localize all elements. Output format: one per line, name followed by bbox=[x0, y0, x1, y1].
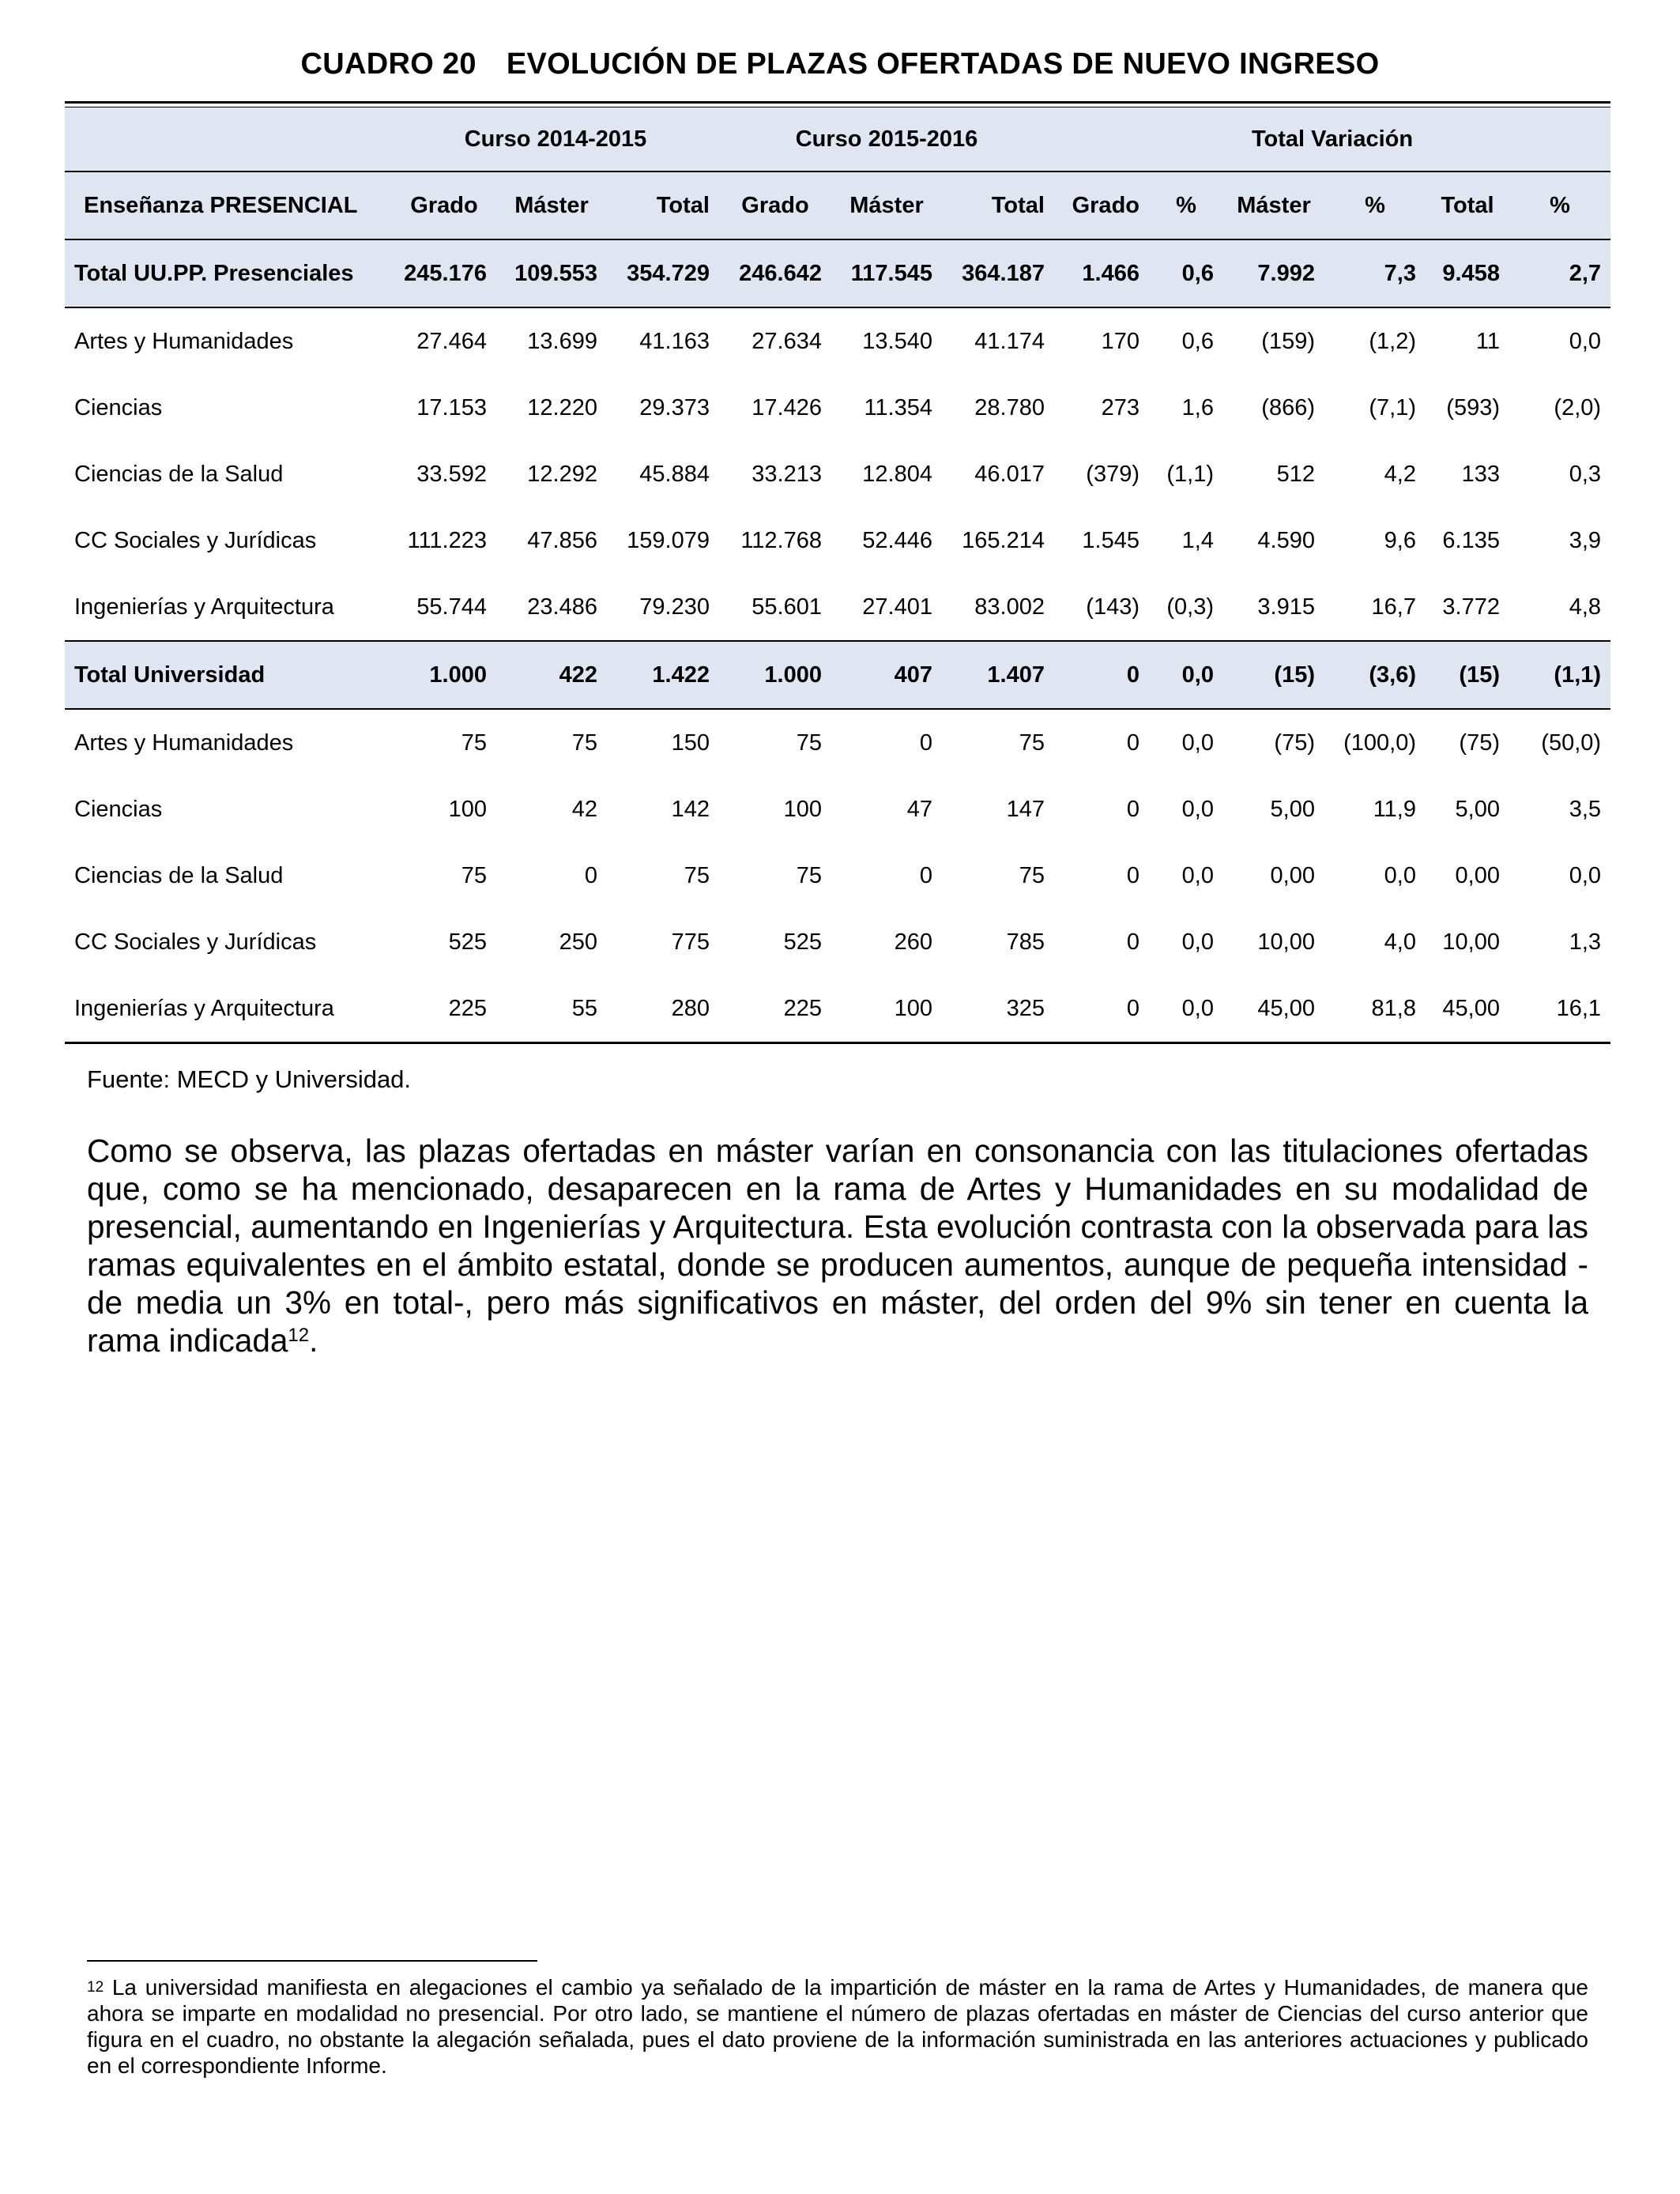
table-cell: 10,00 bbox=[1257, 929, 1315, 955]
row-label: Artes y Humanidades bbox=[74, 328, 294, 354]
table-cell: 2,7 bbox=[1509, 239, 1610, 307]
table-cell: 0 bbox=[1126, 862, 1139, 888]
table-cell: 1.422 bbox=[607, 641, 719, 709]
table-cell: 12.292 bbox=[527, 461, 597, 487]
table-cell: 45.884 bbox=[639, 461, 710, 487]
table-cell: (379) bbox=[1086, 461, 1139, 487]
table-cell: 0,0 bbox=[1569, 328, 1602, 354]
table-cell: 117.545 bbox=[831, 239, 942, 307]
footnote-text: La universidad manifiesta en alegaciones el cambio ya señalado de la impartición de máster en la rama de Artes y Humanidades, de manera que ahora se imparte en modalidad no presencial. Por otro lado, se mantiene el número de plazas ofertadas en máster de Ciencias del curso anterior que figura en el cuadro, no obstante la alegación señalada, pues el dato proviene de la información suministrada en las anteriores actuaciones y publicado en el correspondiente Informe. bbox=[87, 1975, 1588, 2078]
table-cell: 0,0 bbox=[1181, 929, 1214, 955]
table-cell: 45,00 bbox=[1426, 975, 1509, 1043]
table-cell: (7,1) bbox=[1369, 394, 1416, 420]
row-header-label: Enseñanza PRESENCIAL bbox=[65, 172, 392, 239]
table-cell: (0,3) bbox=[1166, 594, 1214, 620]
table-cell: 100 bbox=[448, 796, 487, 822]
table-cell: 142 bbox=[671, 796, 710, 822]
column-header: Grado bbox=[392, 172, 496, 239]
table-cell: (75) bbox=[1274, 729, 1315, 756]
table-cell: 273 bbox=[1101, 394, 1139, 420]
row-label: Ciencias de la Salud bbox=[74, 461, 284, 487]
table-cell: 6.135 bbox=[1442, 527, 1500, 553]
table-cell: 785 bbox=[1006, 929, 1045, 955]
footnote-number: 12 bbox=[87, 1979, 104, 1996]
column-header: % bbox=[1509, 172, 1610, 239]
table-row bbox=[65, 776, 1610, 843]
table-cell: 159.079 bbox=[627, 527, 710, 553]
table-cell: 9.458 bbox=[1426, 239, 1509, 307]
table-cell: 27.401 bbox=[862, 594, 932, 620]
table-cell: 354.729 bbox=[607, 239, 719, 307]
table-cell: 170 bbox=[1101, 328, 1139, 354]
column-header-row bbox=[65, 172, 1610, 239]
table-cell: 1.466 bbox=[1054, 239, 1149, 307]
row-label: Total Universidad bbox=[65, 641, 392, 709]
table-cell: 17.153 bbox=[416, 394, 487, 420]
table-cell: 12.220 bbox=[527, 394, 597, 420]
table-row bbox=[65, 375, 1610, 441]
table-cell: 11.354 bbox=[864, 394, 932, 420]
table-cell: (15) bbox=[1223, 641, 1324, 709]
table-cell: 75 bbox=[684, 862, 710, 888]
table-cell: (100,0) bbox=[1343, 729, 1416, 756]
table-cell: 109.553 bbox=[496, 239, 607, 307]
table-cell: 41.174 bbox=[974, 328, 1045, 354]
table-cell: 0,6 bbox=[1181, 328, 1214, 354]
group-header: Curso 2014-2015 bbox=[392, 107, 719, 172]
table-cell: 12.804 bbox=[862, 461, 932, 487]
table-cell: 0 bbox=[1054, 975, 1149, 1043]
table-cell: 52.446 bbox=[862, 527, 932, 553]
table-cell: 29.373 bbox=[639, 394, 710, 420]
table-cell: 13.540 bbox=[862, 328, 932, 354]
column-header: % bbox=[1149, 172, 1223, 239]
table-cell: 0 bbox=[919, 862, 932, 888]
table-row bbox=[65, 709, 1610, 776]
table-cell: 512 bbox=[1276, 461, 1315, 487]
table-cell: 46.017 bbox=[974, 461, 1045, 487]
column-header: Grado bbox=[1054, 172, 1149, 239]
table-cell: 33.592 bbox=[416, 461, 487, 487]
group-header: Total Variación bbox=[1054, 107, 1610, 172]
table-cell: 0,0 bbox=[1181, 796, 1214, 822]
table-cell: 1.407 bbox=[942, 641, 1054, 709]
table-cell: 225 bbox=[719, 975, 831, 1043]
table-cell: 100 bbox=[831, 975, 942, 1043]
table-cell: (593) bbox=[1446, 394, 1500, 420]
table-cell: 41.163 bbox=[639, 328, 710, 354]
table-cell: 47 bbox=[906, 796, 932, 822]
table-cell: 1,3 bbox=[1569, 929, 1602, 955]
table-top-rule bbox=[65, 101, 1610, 107]
table-cell: 27.634 bbox=[751, 328, 822, 354]
table-cell: 100 bbox=[783, 796, 822, 822]
column-header: Máster bbox=[1223, 172, 1324, 239]
table-cell: 250 bbox=[559, 929, 597, 955]
table-cell: 5,00 bbox=[1455, 796, 1500, 822]
table-cell: 0 bbox=[1126, 729, 1139, 756]
table-cell: 246.642 bbox=[719, 239, 831, 307]
table-cell: (1,2) bbox=[1369, 328, 1416, 354]
table-cell: 0,0 bbox=[1149, 975, 1223, 1043]
table-cell: 75 bbox=[796, 862, 822, 888]
table-cell: 33.213 bbox=[751, 461, 822, 487]
table-cell: 75 bbox=[461, 862, 487, 888]
footnote-separator bbox=[87, 1960, 537, 1962]
table-cell: (3,6) bbox=[1324, 641, 1426, 709]
table-cell: 42 bbox=[571, 796, 597, 822]
table-cell: 0 bbox=[919, 729, 932, 756]
table-cell: 0 bbox=[584, 862, 597, 888]
table-cell: 3,9 bbox=[1569, 527, 1602, 553]
table-cell: 0,0 bbox=[1384, 862, 1416, 888]
table-cell: 75 bbox=[461, 729, 487, 756]
table-cell: 1.000 bbox=[719, 641, 831, 709]
table-total-row bbox=[65, 239, 1610, 307]
table-cell: (159) bbox=[1261, 328, 1315, 354]
table-cell: 3.915 bbox=[1257, 594, 1315, 620]
table-cell: 0,00 bbox=[1455, 862, 1500, 888]
table-cell: 150 bbox=[671, 729, 710, 756]
table-cell: 4,2 bbox=[1384, 461, 1416, 487]
table-cell: 55.601 bbox=[751, 594, 822, 620]
group-header-row bbox=[65, 107, 1610, 172]
column-header: Máster bbox=[496, 172, 607, 239]
table-row bbox=[65, 441, 1610, 507]
table-cell: 23.486 bbox=[527, 594, 597, 620]
footnote-ref: 12 bbox=[288, 1325, 310, 1346]
table-cell: 47.856 bbox=[527, 527, 597, 553]
table-row bbox=[65, 843, 1610, 909]
table-cell: 11 bbox=[1475, 328, 1500, 354]
table-cell: 0 bbox=[1126, 929, 1139, 955]
column-header: % bbox=[1324, 172, 1426, 239]
body-paragraph bbox=[87, 1132, 1588, 1359]
table-cell: (75) bbox=[1459, 729, 1500, 756]
row-label: Ciencias bbox=[74, 796, 163, 822]
table-cell: 27.464 bbox=[416, 328, 487, 354]
row-label: Artes y Humanidades bbox=[74, 729, 294, 756]
table-cell: 1.545 bbox=[1082, 527, 1139, 553]
table-cell: (1,1) bbox=[1509, 641, 1610, 709]
table-cell: 16,1 bbox=[1509, 975, 1610, 1043]
table-cell: 245.176 bbox=[392, 239, 496, 307]
table-cell: 775 bbox=[671, 929, 710, 955]
source-note: Fuente: MECD y Universidad. bbox=[87, 1065, 412, 1093]
row-label: Total UU.PP. Presenciales bbox=[65, 239, 392, 307]
table-title bbox=[0, 47, 1680, 81]
table-cell: 1.000 bbox=[392, 641, 496, 709]
table-cell: 7,3 bbox=[1324, 239, 1426, 307]
table-cell: (50,0) bbox=[1541, 729, 1602, 756]
table-cell: 525 bbox=[448, 929, 487, 955]
table-cell: 16,7 bbox=[1371, 594, 1416, 620]
table-cell: 11,9 bbox=[1373, 796, 1416, 822]
table-cell: 260 bbox=[894, 929, 932, 955]
table-cell: (143) bbox=[1086, 594, 1139, 620]
row-label: Ingenierías y Arquitectura bbox=[74, 594, 334, 620]
table-cell: 1,4 bbox=[1181, 527, 1214, 553]
table-row bbox=[65, 909, 1610, 975]
table-cell: 75 bbox=[796, 729, 822, 756]
table-row bbox=[65, 574, 1610, 641]
table-total-row bbox=[65, 641, 1610, 709]
column-header: Total bbox=[607, 172, 719, 239]
group-header: Curso 2015-2016 bbox=[719, 107, 1054, 172]
row-label: CC Sociales y Jurídicas bbox=[74, 527, 317, 553]
table-cell: 9,6 bbox=[1384, 527, 1416, 553]
column-header: Máster bbox=[831, 172, 942, 239]
row-label: Ingenierías y Arquitectura bbox=[65, 975, 392, 1043]
table-number: CUADRO 20 bbox=[300, 47, 477, 81]
table-cell: 4,8 bbox=[1569, 594, 1602, 620]
row-label: Ciencias bbox=[74, 394, 163, 420]
table-row bbox=[65, 507, 1610, 574]
table-cell: (866) bbox=[1261, 394, 1315, 420]
table-cell: 28.780 bbox=[974, 394, 1045, 420]
column-header: Grado bbox=[719, 172, 831, 239]
table-cell: 0 bbox=[1054, 641, 1149, 709]
table-cell: 225 bbox=[392, 975, 496, 1043]
table-cell: 4.590 bbox=[1257, 527, 1315, 553]
table-cell: 111.223 bbox=[407, 527, 487, 553]
table-cell: 0,0 bbox=[1569, 862, 1602, 888]
table-body bbox=[65, 239, 1610, 1043]
paragraph-text: Como se observa, las plazas ofertadas en máster varían en consonancia con las titulaciones ofertadas que, como se ha mencionado, desaparecen en la rama de Artes y Humanidades en su modalidad de presencial, aumentando en Ingenierías y Arquitectura. Esta evolución contrasta con la observada para las ramas equivalentes en el ámbito estatal, donde se producen aumentos, aunque de pequeña intensidad -de media un 3% en total-, pero más significativos en máster, del orden del 9% sin tener en cuenta la rama indicada bbox=[87, 1133, 1588, 1359]
table-cell: 75 bbox=[1019, 729, 1045, 756]
table-cell: 5,00 bbox=[1270, 796, 1315, 822]
data-table-container bbox=[65, 101, 1610, 1044]
table-cell: 55 bbox=[496, 975, 607, 1043]
table-cell: 79.230 bbox=[639, 594, 710, 620]
table-cell: 133 bbox=[1461, 461, 1500, 487]
table-cell: 3,5 bbox=[1569, 796, 1602, 822]
table-cell: 55.744 bbox=[416, 594, 487, 620]
table-cell: 13.699 bbox=[527, 328, 597, 354]
table-cell: 0,6 bbox=[1149, 239, 1223, 307]
plazas-table bbox=[65, 107, 1610, 1044]
table-cell: 45,00 bbox=[1223, 975, 1324, 1043]
table-cell: 0,0 bbox=[1181, 729, 1214, 756]
table-cell: 17.426 bbox=[751, 394, 822, 420]
table-row bbox=[65, 307, 1610, 375]
table-cell: (2,0) bbox=[1554, 394, 1602, 420]
table-cell: 112.768 bbox=[740, 527, 822, 553]
table-cell: 4,0 bbox=[1384, 929, 1416, 955]
table-cell: 525 bbox=[783, 929, 822, 955]
table-cell: 75 bbox=[571, 729, 597, 756]
paragraph-end: . bbox=[309, 1322, 318, 1359]
row-label: CC Sociales y Jurídicas bbox=[74, 929, 317, 955]
table-cell: 81,8 bbox=[1324, 975, 1426, 1043]
column-header: Total bbox=[1426, 172, 1509, 239]
table-cell: 7.992 bbox=[1223, 239, 1324, 307]
table-cell: 364.187 bbox=[942, 239, 1054, 307]
table-cell: 0,0 bbox=[1149, 641, 1223, 709]
table-cell: 75 bbox=[1019, 862, 1045, 888]
table-cell: 0,3 bbox=[1569, 461, 1602, 487]
table-cell: 0,00 bbox=[1270, 862, 1315, 888]
table-cell: 280 bbox=[607, 975, 719, 1043]
table-cell: (15) bbox=[1426, 641, 1509, 709]
table-row bbox=[65, 975, 1610, 1043]
footnote bbox=[87, 1974, 1588, 2079]
row-label: Ciencias de la Salud bbox=[74, 862, 284, 888]
table-cell: 325 bbox=[942, 975, 1054, 1043]
table-title-text: EVOLUCIÓN DE PLAZAS OFERTADAS DE NUEVO INGRESO bbox=[506, 47, 1380, 81]
table-cell: 1,6 bbox=[1181, 394, 1214, 420]
table-cell: 10,00 bbox=[1442, 929, 1500, 955]
table-cell: 407 bbox=[831, 641, 942, 709]
table-cell: 165.214 bbox=[962, 527, 1045, 553]
table-cell: 0,0 bbox=[1181, 862, 1214, 888]
table-cell: (1,1) bbox=[1166, 461, 1214, 487]
table-cell: 3.772 bbox=[1442, 594, 1500, 620]
table-cell: 147 bbox=[1006, 796, 1045, 822]
table-cell: 422 bbox=[496, 641, 607, 709]
column-header: Total bbox=[942, 172, 1054, 239]
table-cell: 0 bbox=[1126, 796, 1139, 822]
table-cell: 83.002 bbox=[974, 594, 1045, 620]
